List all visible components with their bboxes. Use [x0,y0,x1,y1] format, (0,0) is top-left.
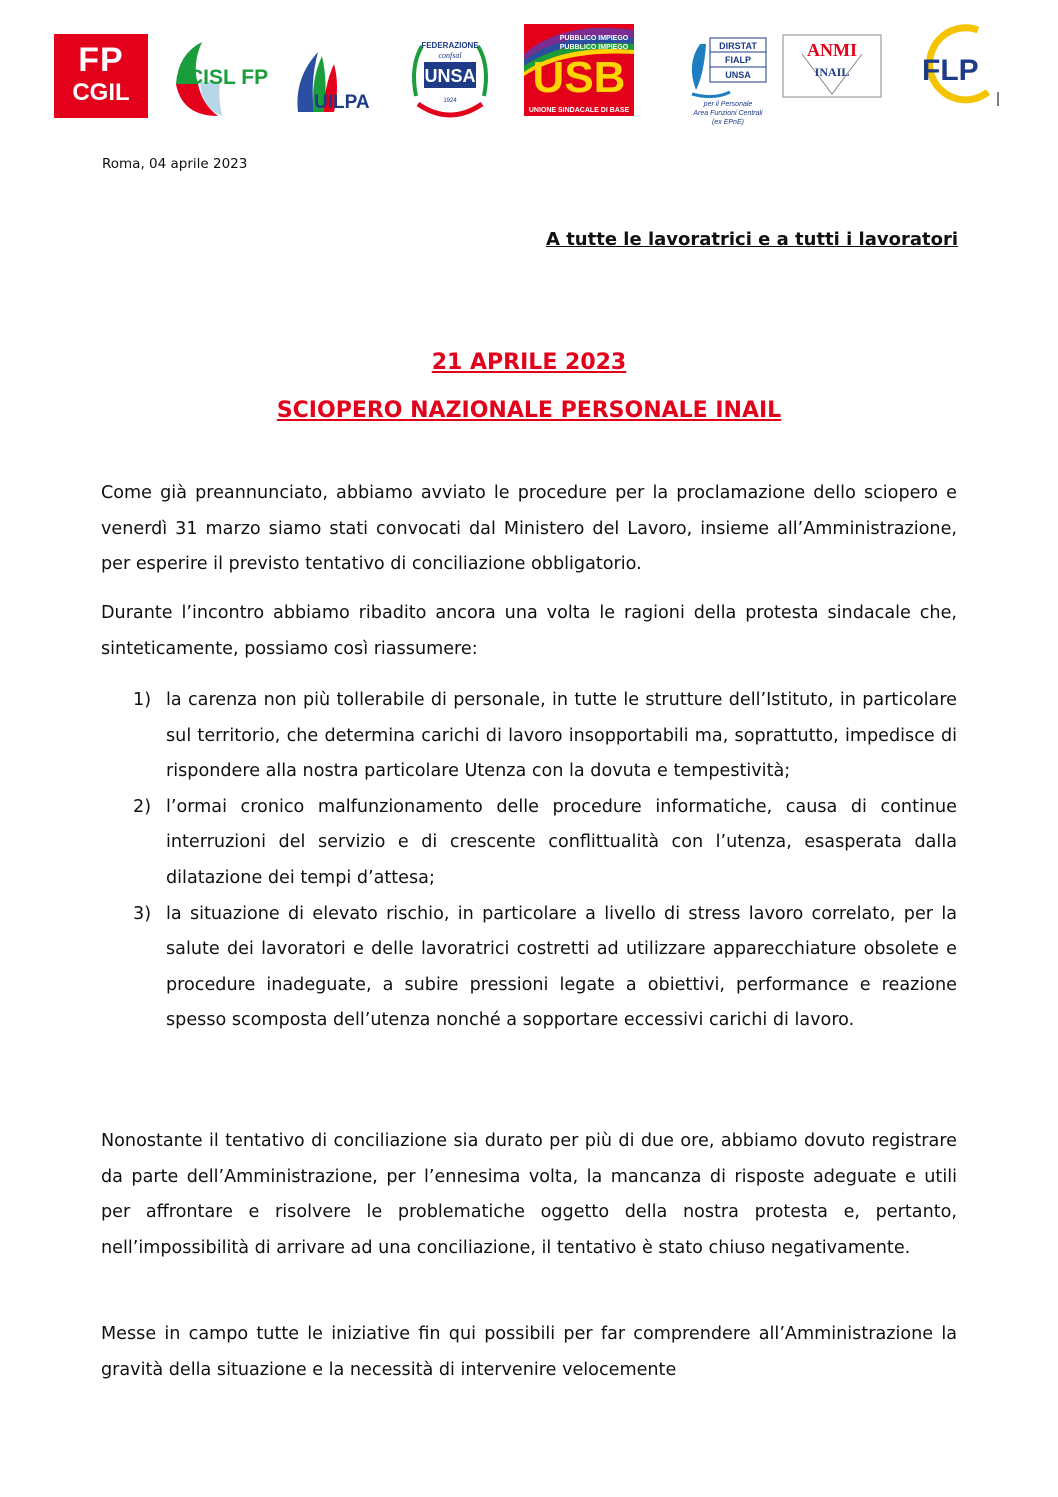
unsa-logo-top: FEDERAZIONE [421,41,479,50]
list-item-text: la carenza non più tollerabile di personale, in tutte le strutture dell’Istituto, in particolare sul territorio, che determina carichi di lavoro insopportabili ma, soprattutto, impedisce di rispondere alla nostra particolare Utenza con la dovuta e tempestività; [166,690,957,782]
flp-logo-text: FLP [922,54,979,87]
fp-cgil-logo-line1: FP [78,41,124,79]
dirstat-logo-caption1: per il Personale [703,101,753,108]
list-item-number: 1) [133,690,152,710]
paragraph-1: Come già preannunciato, abbiamo avviato le procedure per la proclamazione dello sciopero e venerdì 31 marzo siamo stati convocati dal Ministero del Lavoro, insieme all’Amministrazione, per esperire il previsto tentativo di conciliazione obbligatorio. [101,483,957,575]
cisl-fp-logo-text: CISL FP [188,66,268,89]
uilpa-logo [288,42,388,122]
usb-logo-subtitle: UNIONE SINDACALE DI BASE [528,107,630,114]
unsa-logo-middle: confsal [438,51,462,60]
strike-date-title: 21 APRILE 2023 [431,350,627,375]
addressee-heading: A tutte le lavoratrici e a tutti i lavoratori [546,229,958,250]
usb-logo-line1: PUBBLICO IMPIEGO [559,35,629,42]
fp-cgil-logo [54,34,148,118]
uilpa-logo-text: UILPA [314,92,370,113]
list-item [101,790,957,897]
list-item-number: 2) [133,796,152,817]
protest-reasons-list [101,683,957,1039]
list-item [101,683,957,790]
anmi-logo-top: ANMI [807,40,857,60]
dirstat-logo-row3: UNSA [725,70,751,80]
usb-logo [524,24,634,116]
fp-cgil-logo-line2: CGIL [72,79,130,106]
cisl-fp-logo [172,34,268,118]
dirstat-logo-row2: FIALP [725,55,751,65]
list-item-text: la situazione di elevato rischio, in particolare a livello di stress lavoro correlato, per la salute dei lavoratori e delle lavoratrici costretti ad utilizzare apparecchiature obsolete e procedure inadeguate, a subire pressioni legate a obiettivi, performance e reazione spesso scomposta dell’utenza nonché a sopportare eccessivi carichi di lavoro. [166,903,957,1031]
list-item-number: 3) [133,903,152,924]
anmi-inail-logo [782,34,882,98]
dirstat-logo-caption2: Area Funzioni Centrali [693,110,763,117]
anmi-logo-bottom: INAIL [814,65,850,79]
strike-title: SCIOPERO NAZIONALE PERSONALE INAIL [276,398,782,423]
unsa-logo-year: 1924 [443,98,457,104]
document-date: Roma, 04 aprile 2023 [102,156,248,172]
usb-logo-line2: PUBBLICO IMPIEGO [559,44,629,51]
dirstat-logo-row1: DIRSTAT [719,41,757,51]
dirstat-fialp-unsa-logo [684,34,774,130]
flp-logo [918,22,1000,108]
union-logos-strip [52,22,1002,132]
paragraph-2: Durante l’incontro abbiamo ribadito ancora una volta le ragioni della protesta sindacale che, sinteticamente, possiamo così riassumere: [101,603,957,659]
unsa-logo-main: UNSA [424,66,476,86]
unsa-logo [402,26,498,126]
paragraph-3: Nonostante il tentativo di conciliazione sia durato per più di due ore, abbiamo dovuto registrare da parte dell’Amministrazione, per l’ennesima volta, la mancanza di risposte adeguate e utili per affrontare e risolvere le problematiche oggetto della nostra protesta e, pertanto, nell’impossibilità di arrivare ad una conciliazione, il tentativo è stato chiuso negativamente. [101,1131,957,1258]
usb-logo-text: USB [532,53,626,102]
paragraph-4: Messe in campo tutte le iniziative fin qui possibili per far comprendere all’Amministrazione la gravità della situazione e la necessità di intervenire velocemente [101,1324,957,1380]
list-item [101,897,957,1039]
list-item-text: l’ormai cronico malfunzionamento delle procedure informatiche, causa di continue interruzioni del servizio e di crescente conflittualità con l’utenza, esasperata dalla dilatazione dei tempi d’attesa; [166,796,957,888]
dirstat-logo-caption3: (ex EPnE) [712,119,744,126]
